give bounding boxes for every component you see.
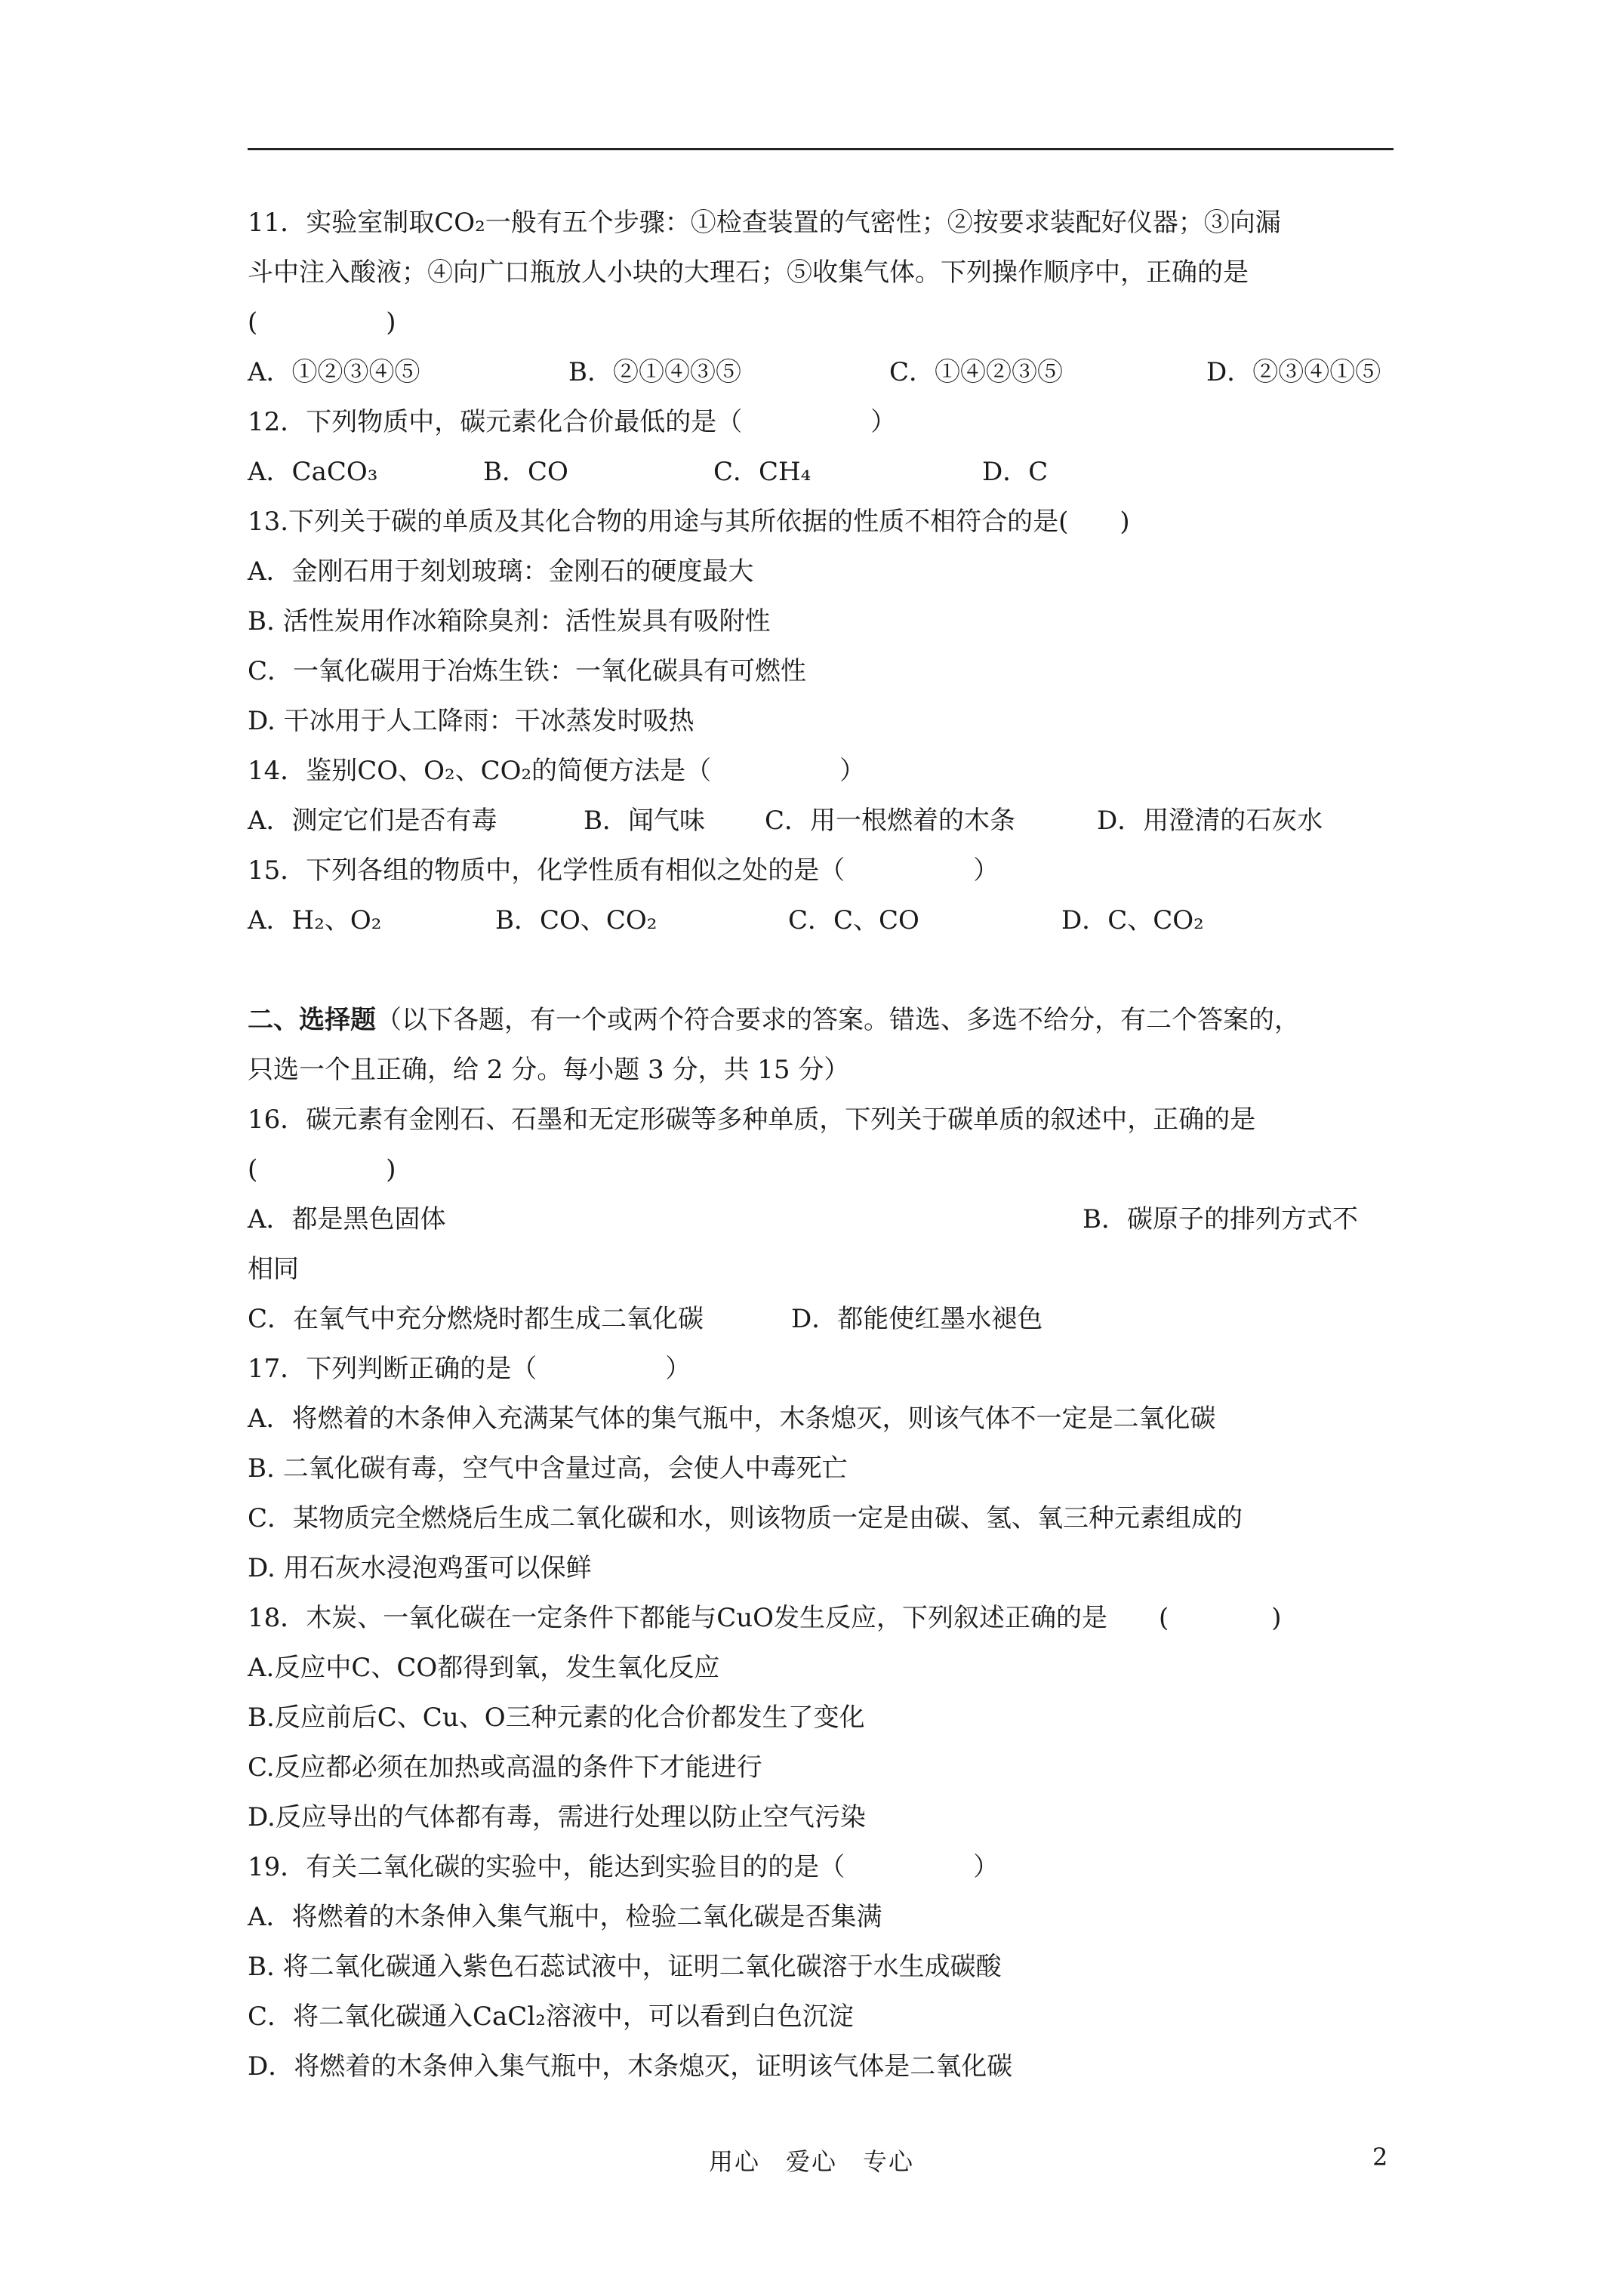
q12-stem: 12．下列物质中，碳元素化合价最低的是（ ）: [248, 407, 897, 437]
q11-line1: 11．实验室制取CO₂一般有五个步骤：①检查装置的气密性；②按要求装配好仪器；③向漏: [248, 208, 1281, 238]
q13-option-c: C．一氧化碳用于冶炼生铁：一氧化碳具有可燃性: [248, 656, 807, 686]
q16-option-c: C．在氧气中充分燃烧时都生成二氧化碳: [248, 1304, 704, 1334]
q11-line2: 斗中注入酸液；④向广口瓶放人小块的大理石；⑤收集气体。下列操作顺序中，正确的是: [248, 257, 1249, 288]
section2-instructions-2: 只选一个且正确，给 2 分。每小题 3 分，共 15 分）: [248, 1055, 850, 1085]
q13-option-b: B. 活性炭用作冰箱除臭剂：活性炭具有吸附性: [248, 606, 771, 636]
q12-option-b: B．CO: [483, 457, 568, 487]
q18-option-b: B.反应前后C、Cu、O三种元素的化合价都发生了变化: [248, 1703, 865, 1733]
q12-options: [248, 447, 1395, 497]
section2-heading: [248, 995, 1395, 1045]
q18-option-d: D.反应导出的气体都有毒，需进行处理以防止空气污染: [248, 1802, 866, 1832]
q19-option-d: D．将燃着的木条伸入集气瓶中，木条熄灭，证明该气体是二氧化碳: [248, 2051, 1013, 2082]
q15-option-d: D．C、CO₂: [1061, 905, 1204, 935]
section-gap: [248, 945, 1395, 995]
q16-option-a: A．都是黑色固体: [248, 1204, 446, 1234]
header-rule: [248, 148, 1394, 150]
q19-option-b: B. 将二氧化碳通入紫色石蕊试液中，证明二氧化碳溶于水生成碳酸: [248, 1952, 1002, 1982]
page-number: 2: [1372, 2143, 1388, 2171]
q17-option-c: C．某物质完全燃烧后生成二氧化碳和水，则该物质一定是由碳、氢、氧三种元素组成的: [248, 1503, 1243, 1533]
q18-option-c: C.反应都必须在加热或高温的条件下才能进行: [248, 1752, 762, 1783]
q17-stem: 17．下列判断正确的是（ ）: [248, 1354, 691, 1384]
q16-line2: ( ): [248, 1154, 396, 1185]
q15-stem: 15．下列各组的物质中，化学性质有相似之处的是（ ）: [248, 855, 999, 886]
q16-options-ab: [248, 1194, 1395, 1244]
q15-options: [248, 895, 1395, 945]
q18-stem: 18．木炭、一氧化碳在一定条件下都能与CuO发生反应，下列叙述正确的是 ( ): [248, 1603, 1282, 1633]
q14-stem: 14．鉴别CO、O₂、CO₂的简便方法是（ ）: [248, 756, 866, 786]
q16-option-b-cont: 相同: [248, 1254, 299, 1284]
q11-option-c: C．①④②③⑤: [889, 357, 1064, 387]
q18-option-a: A.反应中C、CO都得到氧，发生氧化反应: [248, 1653, 720, 1683]
q17-option-d: D. 用石灰水浸泡鸡蛋可以保鲜: [248, 1553, 592, 1583]
q17-option-a: A．将燃着的木条伸入充满某气体的集气瓶中，木条熄灭，则该气体不一定是二氧化碳: [248, 1404, 1216, 1434]
q11-option-a: A．①②③④⑤: [248, 357, 420, 387]
q15-option-b: B．CO、CO₂: [495, 905, 658, 935]
q11-option-b: B．②①④③⑤: [568, 357, 741, 387]
section2-instructions-1: （以下各题，有一个或两个符合要求的答案。错选、多选不给分，有二个答案的，: [376, 1005, 1300, 1035]
q16-option-b: B．碳原子的排列方式不: [1083, 1204, 1358, 1234]
footer-motto: 用心 爱心 专心: [708, 2147, 914, 2176]
q19-option-c: C．将二氧化碳通入CaCl₂溶液中，可以看到白色沉淀: [248, 2002, 854, 2032]
q12-option-c: C．CH₄: [713, 457, 812, 487]
q16-option-d: D．都能使红墨水褪色: [791, 1304, 1043, 1334]
q11-option-d: D．②③④①⑤: [1206, 357, 1381, 387]
q19-option-a: A．将燃着的木条伸入集气瓶中，检验二氧化碳是否集满: [248, 1902, 882, 1932]
q14-options: [248, 796, 1395, 846]
q11-options: [248, 347, 1395, 397]
q14-option-a: A．测定它们是否有毒: [248, 806, 497, 836]
q14-option-d: D．用澄清的石灰水: [1097, 806, 1323, 836]
q16-options-cd: [248, 1294, 1395, 1344]
q13-stem: 13.下列关于碳的单质及其化合物的用途与其所依据的性质不相符合的是( ): [248, 507, 1130, 537]
q15-option-c: C．C、CO: [788, 905, 919, 935]
q19-stem: 19．有关二氧化碳的实验中，能达到实验目的的是（ ）: [248, 1852, 999, 1882]
q11-line3: ( ): [248, 307, 396, 337]
section2-title: 二、选择题: [248, 1005, 376, 1035]
q17-option-b: B. 二氧化碳有毒，空气中含量过高，会使人中毒死亡: [248, 1453, 848, 1484]
q14-option-b: B．闻气味: [584, 806, 705, 836]
exam-page-content: [248, 198, 1395, 2091]
q14-option-c: C．用一根燃着的木条: [765, 806, 1016, 836]
q12-option-a: A．CaCO₃: [248, 457, 378, 487]
q13-option-d: D. 干冰用于人工降雨：干冰蒸发时吸热: [248, 706, 694, 736]
q12-option-d: D．C: [982, 457, 1049, 487]
q13-option-a: A．金刚石用于刻划玻璃：金刚石的硬度最大: [248, 556, 754, 587]
q16-line1: 16．碳元素有金刚石、石墨和无定形碳等多种单质，下列关于碳单质的叙述中，正确的是: [248, 1105, 1256, 1135]
q15-option-a: A．H₂、O₂: [248, 905, 382, 935]
